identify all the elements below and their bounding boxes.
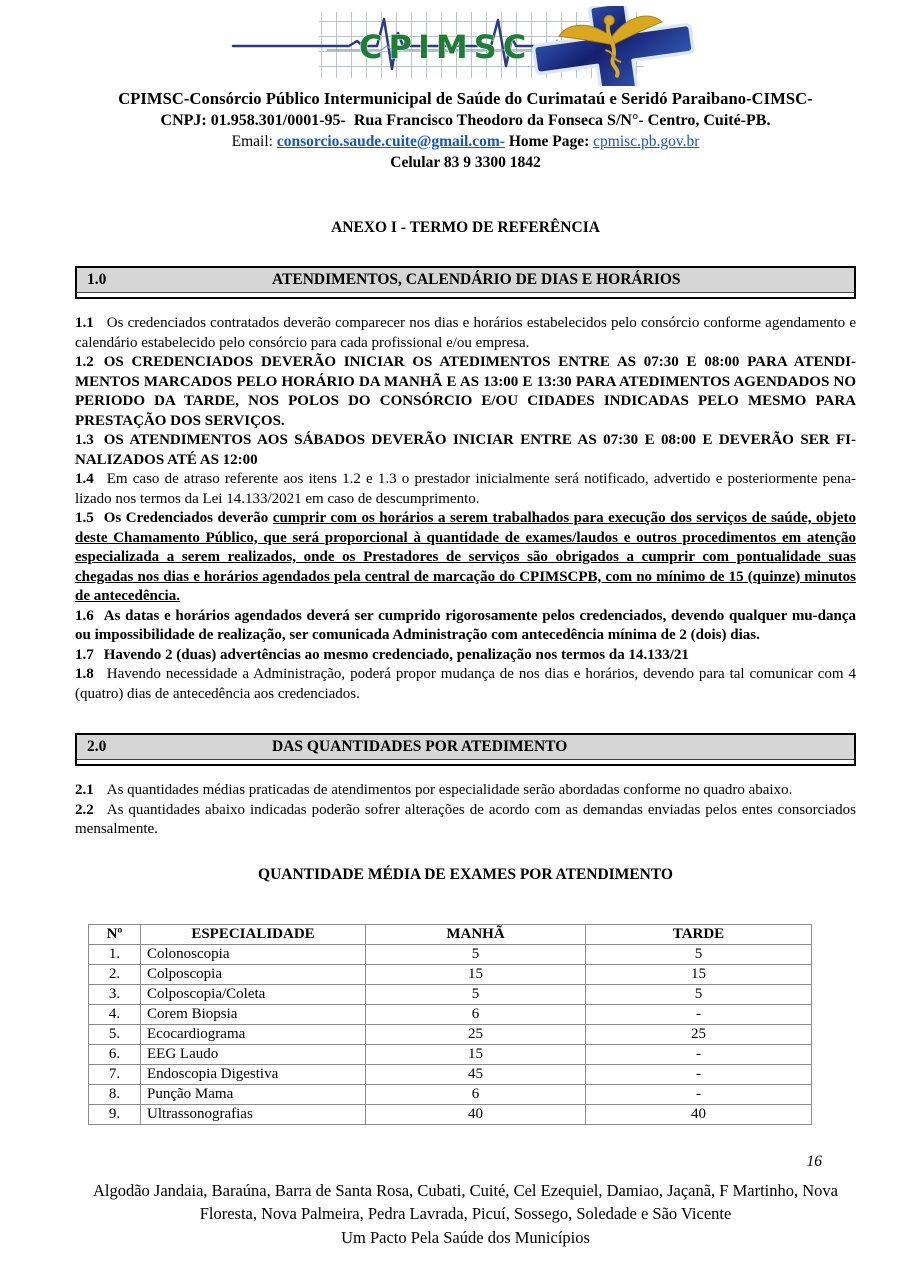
paragraph-1-3: 1.3 OS ATENDIMENTOS AOS SÁBADOS DEVERÃO INICIAR ENTRE AS 07:30 E 08:00 E DEVERÃO SER FI-NALIZADOS ATÉ AS 12:00 (75, 432, 856, 468)
table-cell: 4. (89, 1004, 141, 1024)
table-cell: 15 (586, 964, 812, 984)
homepage-link[interactable]: cpmisc.pb.gov.br (593, 133, 700, 150)
table-cell: 25 (586, 1024, 812, 1044)
table-cell: 1. (89, 944, 141, 964)
table-title: QUANTIDADE MÉDIA DE EXAMES POR ATENDIMENTO (258, 865, 673, 883)
homepage-label: Home Page: (508, 133, 590, 150)
table-header-cell: TARDE (586, 924, 812, 944)
letterhead (75, 6, 856, 173)
table-cell: 7. (89, 1064, 141, 1084)
page-number: 16 (806, 1152, 822, 1170)
paragraph-1-4: 1.4 Em caso de atraso referente aos itens 1.2 e 1.3 o prestador inicialmente será notificado, advertido e posteriormente pena-lizado nos termos da Lei 14.133/2021 em caso de descumprimento. (75, 471, 856, 507)
table-cell: 15 (366, 1044, 586, 1064)
paragraph-1-7: 1.7 Havendo 2 (duas) advertências ao mesmo credenciado, penalização nos termos da 14.133/21 (75, 646, 689, 663)
table-cell: Colonoscopia (141, 944, 366, 964)
table-cell: Colposcopia/Coleta (141, 984, 366, 1004)
table-cell: - (586, 1004, 812, 1024)
org-name: CPIMSC-Consórcio Público Intermunicipal de Saúde do Curimataú e Seridó Paraibano-CIMSC- (118, 89, 813, 108)
contact-line (75, 131, 856, 152)
table-row (89, 1104, 812, 1124)
org-cnpj: CNPJ: 01.958.301/0001-95- (160, 112, 346, 129)
table-header-cell: ESPECIALIDADE (141, 924, 366, 944)
table-row (89, 1064, 812, 1084)
paragraph-1-8: 1.8 Havendo necessidade a Administração, poderá propor mudança de nos dias e horários, devendo para tal comunicar com 4 (quatro) dias de antecedência aos credenciados. (75, 666, 856, 702)
table-cell: 5. (89, 1024, 141, 1044)
paragraph-1-2: 1.2 OS CREDENCIADOS DEVERÃO INICIAR OS ATEDIMENTOS ENTRE AS 07:30 E 08:00 PARA ATENDI-MENTOS MARCADOS PELO HORÁRIO DA MANHÃ E AS 13:00 E 13:30 PARA ATEDIMENTOS AGENDADOS NO PERIODO DA TARDE, NOS POLOS DO CONSÓRCIO E/OU CIDADES INDICADAS PELO MESMO PARA PRESTAÇÃO DOS SERVIÇOS. (75, 354, 856, 429)
table-cell: Punção Mama (141, 1084, 366, 1104)
table-cell: Colposcopia (141, 964, 366, 984)
section-1-header-bar (75, 266, 856, 299)
table-header-row (89, 924, 812, 944)
section-2-number: 2.0 (87, 738, 107, 755)
table-row (89, 984, 812, 1004)
org-address: Rua Francisco Theodoro da Fonseca S/N°- Centro, Cuité-PB. (353, 112, 771, 129)
table-cell: 15 (366, 964, 586, 984)
table-header-cell: Nº (89, 924, 141, 944)
section-1-title: ATENDIMENTOS, CALENDÁRIO DE DIAS E HORÁRIOS (272, 271, 681, 288)
table-cell: 5 (366, 944, 586, 964)
table-cell: 5 (586, 984, 812, 1004)
table-cell: 8. (89, 1084, 141, 1104)
table-row (89, 1024, 812, 1044)
section-1-number: 1.0 (87, 271, 107, 288)
table-cell: EEG Laudo (141, 1044, 366, 1064)
document-title: ANEXO I - TERMO DE REFERÊNCIA (331, 219, 600, 236)
email-link[interactable]: consorcio.saude.cuite@gmail.com- (276, 133, 505, 150)
table-cell: - (586, 1084, 812, 1104)
municipalities-list: Algodão Jandaia, Baraúna, Barra de Santa Rosa, Cubati, Cuité, Cel Ezequiel, Damiao, Jaçanã, F Martinho, Nova Floresta, Nova Palmeira, Pedra Lavrada, Picuí, Sossego, Soledade e São Vicente (92, 1180, 839, 1223)
table-cell: 6. (89, 1044, 141, 1064)
email-label: Email: (231, 133, 273, 150)
table-cell: 6 (366, 1004, 586, 1024)
table-cell: 40 (366, 1104, 586, 1124)
section-2-paragraphs (75, 781, 856, 840)
table-cell: Ecocardiograma (141, 1024, 366, 1044)
table-header-cell: MANHÃ (366, 924, 586, 944)
section-2-header-bar (75, 733, 856, 766)
table-cell: 9. (89, 1104, 141, 1124)
paragraph-2-2: 2.2 As quantidades abaixo indicadas poderão sofrer alterações de acordo com as demandas enviadas pelos entes consorciados mensalmente. (75, 801, 856, 837)
paragraph-1-6: 1.6 As datas e horários agendados deverá ser cumprido rigorosamente pelos credenciados, devendo qualquer mu-dança ou impossibilidade de realização, ser comunicada Administração com antecedência mínima de 2 (dois) dias. (75, 607, 856, 643)
table-cell: 40 (586, 1104, 812, 1124)
table-row (89, 1044, 812, 1064)
phone-number: Celular 83 9 3300 1842 (390, 154, 541, 171)
exams-table (88, 924, 812, 1125)
table-row (89, 1084, 812, 1104)
table-cell: - (586, 1044, 812, 1064)
table-cell: 5 (366, 984, 586, 1004)
cpimsc-logo (75, 6, 856, 88)
table-row (89, 964, 812, 984)
table-cell: Endoscopia Digestiva (141, 1064, 366, 1084)
table-cell: Ultrassonografias (141, 1104, 366, 1124)
section-1-paragraphs (75, 314, 856, 704)
table-cell: 25 (366, 1024, 586, 1044)
logo-acronym: CPIMSC (358, 28, 532, 66)
paragraph-1-5: 1.5 Os Credenciados deverão cumprir com os horários a serem trabalhados para execução dos serviços de saúde, objeto deste Chamamento Público, que será proporcional à quantidade de exames/laudos e outros procedimentos em atenção especializada a serem realizados, onde os Prestadores de serviços são obrigados a cumprir com pontualidade suas chegadas nos dias e horários agendados pela central de marcação do CPIMSCPB, com no mínimo de 15 (quinze) minutos de antecedência. (75, 510, 857, 604)
table-cell: 3. (89, 984, 141, 1004)
table-cell: Corem Biopsia (141, 1004, 366, 1024)
table-cell: - (586, 1064, 812, 1084)
section-2-title: DAS QUANTIDADES POR ATEDIMENTO (272, 738, 568, 755)
org-cnpj-address (75, 110, 856, 131)
page-footer (75, 1153, 856, 1249)
table-row (89, 1004, 812, 1024)
table-cell: 45 (366, 1064, 586, 1084)
table-row (89, 944, 812, 964)
footer-motto: Um Pacto Pela Saúde dos Municípios (341, 1227, 590, 1247)
logo-graphic (231, 6, 701, 86)
table-cell: 2. (89, 964, 141, 984)
table-cell: 5 (586, 944, 812, 964)
paragraph-2-1: 2.1 As quantidades médias praticadas de atendimentos por especialidade serão abordadas conforme no quadro abaixo. (75, 782, 793, 798)
paragraph-1-1: 1.1 Os credenciados contratados deverão comparecer nos dias e horários estabelecidos pelo consórcio conforme agendamento e calendário estabelecido pelo consórcio para cada profissional e/ou empresa. (75, 315, 856, 351)
table-cell: 6 (366, 1084, 586, 1104)
